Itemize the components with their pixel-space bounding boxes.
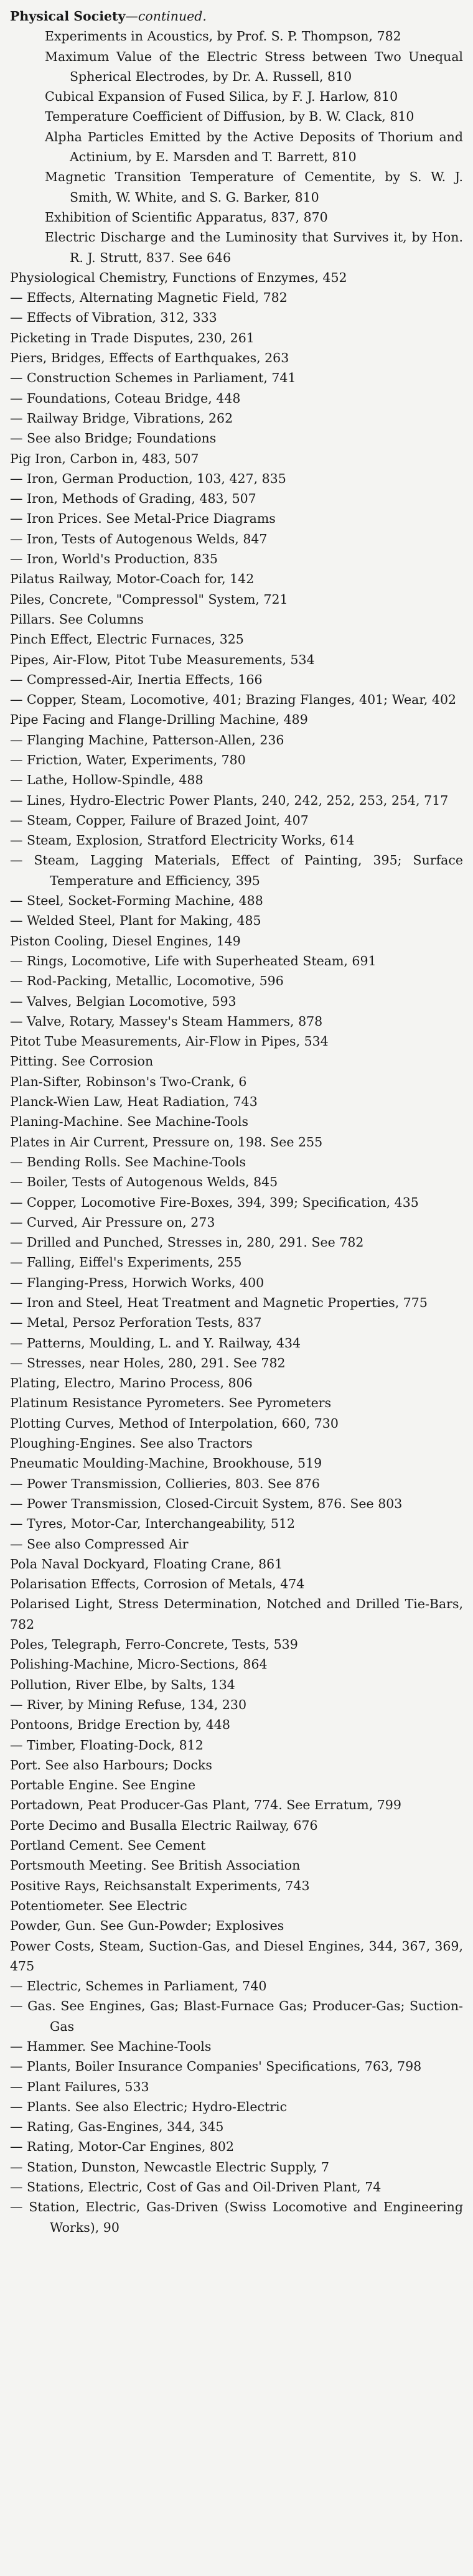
index-entry: — Effects, Alternating Magnetic Field, 782 xyxy=(10,290,288,306)
index-entry: — Steam, Explosion, Stratford Electricity Works, 614 xyxy=(10,833,355,848)
index-entry: — Iron, Methods of Grading, 483, 507 xyxy=(10,491,256,507)
index-entry: Ploughing-Engines. See also Tractors xyxy=(10,1436,253,1451)
index-entry: Temperature Coefficient of Diffusion, by B. W. Clack, 810 xyxy=(45,109,414,124)
index-entry: Portsmouth Meeting. See British Association xyxy=(10,1858,301,1873)
index-entry: — Stations, Electric, Cost of Gas and Oil-Driven Plant, 74 xyxy=(10,2180,382,2195)
index-entry: Alpha Particles Emitted by the Active Deposits of Thorium and Actinium, by E. Marsden and T. Barrett, 810 xyxy=(45,129,463,165)
heading-continued: —continued. xyxy=(125,9,207,24)
index-entry: Powder, Gun. See Gun-Powder; Explosives xyxy=(10,1918,284,1934)
index-entry: Piers, Bridges, Effects of Earthquakes, 263 xyxy=(10,350,289,366)
index-entry: Exhibition of Scientific Apparatus, 837, 870 xyxy=(45,209,328,225)
index-entry: — Rating, Gas-Engines, 344, 345 xyxy=(10,2119,224,2135)
index-entry: Polarisation Effects, Corrosion of Metals, 474 xyxy=(10,1576,305,1592)
index-entry: — Iron, German Production, 103, 427, 835 xyxy=(10,471,286,486)
index-entry: — Plants, Boiler Insurance Companies' Specifications, 763, 798 xyxy=(10,2059,422,2074)
index-entry: — Gas. See Engines, Gas; Blast-Furnace Gas; Producer-Gas; Suction-Gas xyxy=(10,1998,463,2034)
index-entry: — Power Transmission, Collieries, 803. See 876 xyxy=(10,1476,320,1491)
index-entry: — Metal, Persoz Perforation Tests, 837 xyxy=(10,1315,262,1331)
index-entry: — Steam, Copper, Failure of Brazed Joint, 407 xyxy=(10,812,309,828)
index-entry: Portland Cement. See Cement xyxy=(10,1838,206,1853)
index-entry: Plan-Sifter, Robinson's Two-Crank, 6 xyxy=(10,1074,247,1089)
index-entry: — Drilled and Punched, Stresses in, 280, 291. See 782 xyxy=(10,1235,364,1250)
index-entry: — Iron and Steel, Heat Treatment and Magnetic Properties, 775 xyxy=(10,1295,428,1310)
index-entry: Maximum Value of the Electric Stress between Two Unequal Spherical Electrodes, by Dr. A. Russell, 810 xyxy=(45,49,463,84)
index-entry: Pitot Tube Measurements, Air-Flow in Pipes, 534 xyxy=(10,1034,329,1049)
index-entry: — Electric, Schemes in Parliament, 740 xyxy=(10,1979,267,1994)
index-entry: Pinch Effect, Electric Furnaces, 325 xyxy=(10,632,244,647)
index-entry: — Tyres, Motor-Car, Interchangeability, 512 xyxy=(10,1516,295,1532)
index-entry: Pontoons, Bridge Erection by, 448 xyxy=(10,1717,230,1733)
index-entry: — Power Transmission, Closed-Circuit System, 876. See 803 xyxy=(10,1496,403,1511)
index-entry: Platinum Resistance Pyrometers. See Pyrometers xyxy=(10,1395,332,1411)
index-entry: — Plants. See also Electric; Hydro-Electric xyxy=(10,2099,288,2114)
index-entry: Power Costs, Steam, Suction-Gas, and Diesel Engines, 344, 367, 369, 475 xyxy=(10,1938,463,1974)
index-entry: — See also Bridge; Foundations xyxy=(10,431,217,446)
index-entry: — Compressed-Air, Inertia Effects, 166 xyxy=(10,672,263,687)
index-entry: — Hammer. See Machine-Tools xyxy=(10,2038,212,2054)
index-entry: Polarised Light, Stress Determination, Notched and Drilled Tie-Bars, 782 xyxy=(10,1596,463,1632)
index-entry: — Effects of Vibration, 312, 333 xyxy=(10,310,217,326)
index-entry: — Timber, Floating-Dock, 812 xyxy=(10,1737,204,1753)
index-entry: — Lathe, Hollow-Spindle, 488 xyxy=(10,772,204,788)
index-entry: — Rating, Motor-Car Engines, 802 xyxy=(10,2139,235,2155)
index-entry: Porte Decimo and Busalla Electric Railway, 676 xyxy=(10,1817,318,1833)
index-entry: — Railway Bridge, Vibrations, 262 xyxy=(10,410,233,426)
index-entry: Plotting Curves, Method of Interpolation, 660, 730 xyxy=(10,1415,339,1431)
index-entry: Pipes, Air-Flow, Pitot Tube Measurements, 534 xyxy=(10,652,315,667)
index-entry: Pollution, River Elbe, by Salts, 134 xyxy=(10,1677,235,1692)
index-entry: — Rod-Packing, Metallic, Locomotive, 596 xyxy=(10,973,284,989)
index-entry: Pig Iron, Carbon in, 483, 507 xyxy=(10,451,199,466)
index-entry: Magnetic Transition Temperature of Cementite, by S. W. J. Smith, W. White, and S. G. Barker, 810 xyxy=(45,169,463,205)
index-entry: Pilatus Railway, Motor-Coach for, 142 xyxy=(10,571,255,587)
index-entry: — River, by Mining Refuse, 134, 230 xyxy=(10,1697,247,1712)
index-entry: Planck-Wien Law, Heat Radiation, 743 xyxy=(10,1094,258,1110)
index-entry: — Bending Rolls. See Machine-Tools xyxy=(10,1154,246,1169)
index-entry: Plates in Air Current, Pressure on, 198. See 255 xyxy=(10,1134,323,1150)
index-entry: — Boiler, Tests of Autogenous Welds, 845 xyxy=(10,1174,278,1190)
index-entry: — Steam, Lagging Materials, Effect of Painting, 395; Surface Temperature and Efficiency, 395 xyxy=(10,853,463,888)
index-entry: — Iron Prices. See Metal-Price Diagrams xyxy=(10,511,276,527)
index-entry: — Foundations, Coteau Bridge, 448 xyxy=(10,390,241,406)
index-entry: — Rings, Locomotive, Life with Superheated Steam, 691 xyxy=(10,953,377,968)
index-entry: Polishing-Machine, Micro-Sections, 864 xyxy=(10,1657,268,1672)
heading-name: Physical Society xyxy=(10,9,126,24)
index-entry: Cubical Expansion of Fused Silica, by F. J. Harlow, 810 xyxy=(45,89,398,105)
index-entry: Picketing in Trade Disputes, 230, 261 xyxy=(10,330,255,345)
index-entry: Poles, Telegraph, Ferro-Concrete, Tests, 539 xyxy=(10,1637,298,1652)
index-entry: — Construction Schemes in Parliament, 741 xyxy=(10,370,296,386)
section-heading xyxy=(10,6,463,26)
index-entry: Planing-Machine. See Machine-Tools xyxy=(10,1114,249,1130)
index-entry: — Stresses, near Holes, 280, 291. See 782 xyxy=(10,1355,286,1370)
index-entry: — Welded Steel, Plant for Making, 485 xyxy=(10,913,261,929)
index-entry: — Iron, Tests of Autogenous Welds, 847 xyxy=(10,531,268,546)
index-entry: Plating, Electro, Marino Process, 806 xyxy=(10,1375,253,1391)
index-entry: Port. See also Harbours; Docks xyxy=(10,1757,212,1773)
index-entry: — Steel, Socket-Forming Machine, 488 xyxy=(10,893,263,909)
index-entry: — Station, Electric, Gas-Driven (Swiss Locomotive and Engineering Works), 90 xyxy=(10,2199,463,2235)
index-entry: — See also Compressed Air xyxy=(10,1536,189,1552)
index-entry: — Copper, Steam, Locomotive, 401; Brazing Flanges, 401; Wear, 402 xyxy=(10,692,457,708)
index-entry: — Iron, World's Production, 835 xyxy=(10,551,218,567)
index-entry: Potentiometer. See Electric xyxy=(10,1898,187,1913)
index-entry: — Station, Dunston, Newcastle Electric Supply, 7 xyxy=(10,2159,330,2175)
index-entry: Experiments in Acoustics, by Prof. S. P. Thompson, 782 xyxy=(45,29,401,44)
index-entry: — Copper, Locomotive Fire-Boxes, 394, 399; Specification, 435 xyxy=(10,1194,419,1210)
index-entry: Physiological Chemistry, Functions of Enzymes, 452 xyxy=(10,269,347,285)
index-entry: Electric Discharge and the Luminosity that Survives it, by Hon. R. J. Strutt, 837. See 646 xyxy=(45,230,463,265)
index-entry: — Valves, Belgian Locomotive, 593 xyxy=(10,993,236,1009)
index-entry: — Flanging Machine, Patterson-Allen, 236 xyxy=(10,732,284,747)
index-entry: — Patterns, Moulding, L. and Y. Railway, 434 xyxy=(10,1335,301,1351)
index-entry: Piston Cooling, Diesel Engines, 149 xyxy=(10,933,241,948)
index-entry: Pneumatic Moulding-Machine, Brookhouse, 519 xyxy=(10,1456,322,1471)
index-entries xyxy=(10,26,463,2237)
index-entry: — Valve, Rotary, Massey's Steam Hammers, 878 xyxy=(10,1013,323,1029)
index-entry: — Flanging-Press, Horwich Works, 400 xyxy=(10,1275,265,1290)
index-entry: Pipe Facing and Flange-Drilling Machine, 489 xyxy=(10,712,308,728)
index-entry: — Falling, Eiffel's Experiments, 255 xyxy=(10,1255,242,1270)
index-entry: Piles, Concrete, "Compressol" System, 721 xyxy=(10,591,288,607)
index-entry: Portadown, Peat Producer-Gas Plant, 774. See Erratum, 799 xyxy=(10,1797,401,1813)
index-entry: Positive Rays, Reichsanstalt Experiments, 743 xyxy=(10,1878,310,1893)
index-entry: — Friction, Water, Experiments, 780 xyxy=(10,752,246,767)
index-entry: Pitting. See Corrosion xyxy=(10,1054,154,1069)
index-entry: — Curved, Air Pressure on, 273 xyxy=(10,1214,215,1230)
index-entry: — Lines, Hydro-Electric Power Plants, 240, 242, 252, 253, 254, 717 xyxy=(10,792,449,808)
index-entry: Portable Engine. See Engine xyxy=(10,1777,196,1793)
index-entry: — Plant Failures, 533 xyxy=(10,2079,149,2094)
index-entry: Pola Naval Dockyard, Floating Crane, 861 xyxy=(10,1556,283,1571)
index-entry: Pillars. See Columns xyxy=(10,611,144,627)
